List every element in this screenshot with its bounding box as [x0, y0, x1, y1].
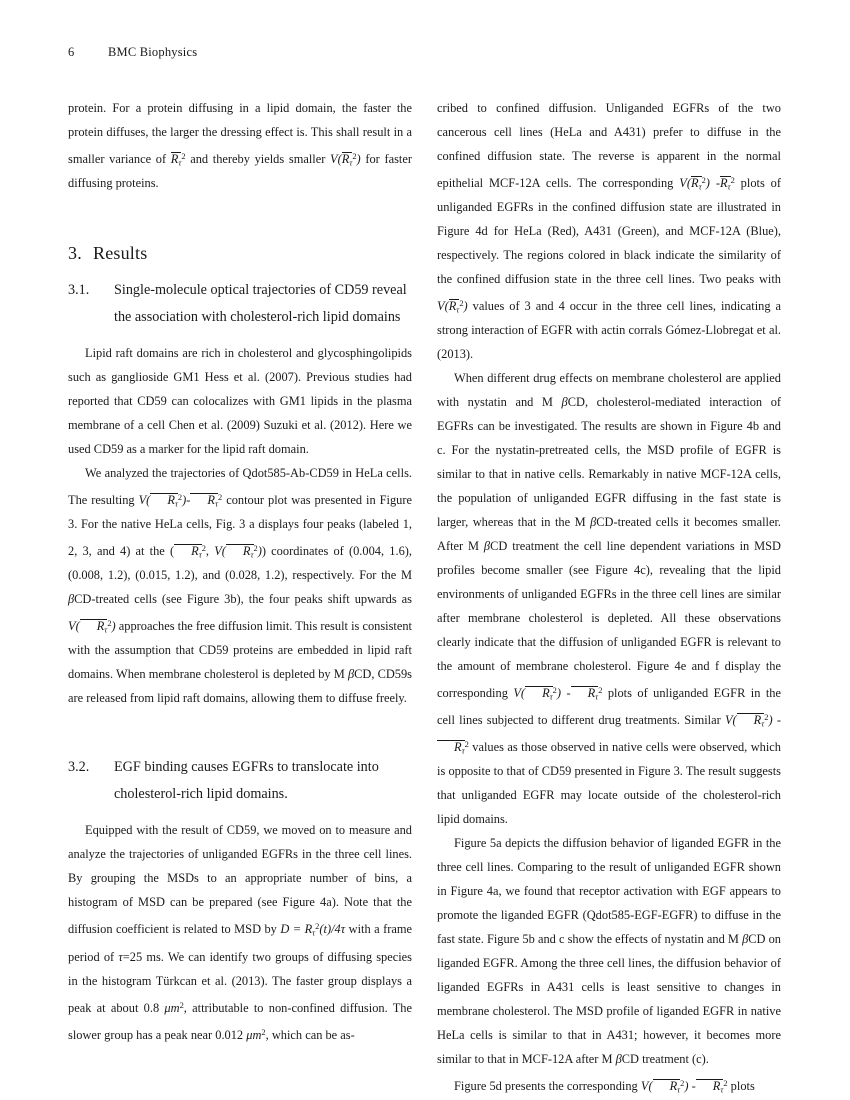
math-V-Rt2-bar: V( $R_\tau^2$) [724, 712, 773, 729]
subsection-number: 3.2. [68, 759, 90, 776]
paragraph-cribed-confined [437, 96, 781, 366]
journal-title: BMC Biophysics [108, 45, 198, 59]
spacer [68, 265, 412, 277]
math-diffusion-formula: $D = R_\tau^2(t)/4\tau$ [280, 921, 346, 938]
math-Rt2-bar: $R_\tau^2$ [571, 686, 603, 700]
spacer [68, 710, 412, 754]
left-column [68, 96, 412, 1098]
subsection-heading-3-2 [68, 754, 412, 808]
text-run: protein. For a protein diffusing in a lipid domain, the faster the protein diffuses, the larger the dressing effect is. This shall result in a smaller variance of [68, 101, 412, 167]
math-micron-squared: $\mu m^2$ [246, 1026, 266, 1042]
math-Rt2-bar: $R_\tau^2$ [696, 1079, 728, 1093]
text-run: - [186, 493, 191, 508]
running-head [68, 44, 782, 60]
text-run: treatment (c). [639, 1052, 709, 1067]
spacer [68, 808, 412, 818]
paragraph-trajectories [68, 461, 412, 710]
math-beta-cd: βCD [561, 395, 585, 410]
subsection-title: Single-molecule optical trajectories of CD59 reveal the association with cholesterol-rich lipid domains [114, 282, 407, 326]
subsection-number: 3.1. [68, 282, 90, 299]
text-run: approaches the free diffusion limit. This result is consistent with the assumption that CD59 proteins are embedded in lipid raft domains. When membrane cholesterol is depleted by M [68, 619, 412, 682]
paragraph-drug-effects [437, 366, 781, 831]
text-run: , which can be as- [265, 1027, 355, 1042]
text-run: values as those observed in native cells were observed, which is opposite to that of CD59 presented in Figure 3. The result suggests that unliganded EGFR may locate outside of the cholesterol-rich lipid domains. [437, 740, 781, 827]
text-run: plots of unliganded EGFRs in the confined diffusion state are illustrated in Figure 4d for HeLa (Red), A431 (Green), and MCF-12A (Blue), respectively. The regions colored in black indicate the similarity of the confined diffusion state in the three cell lines. Two peaks with [437, 176, 781, 287]
text-run: When different drug effects on membrane cholesterol are applied with nystatin and M [437, 371, 781, 410]
math-beta-cd: βCD [68, 592, 92, 607]
text-run: - [772, 713, 781, 728]
paragraph-lipid-raft: Lipid raft domains are rich in cholesterol and glycosphingolipids such as ganglioside GM1 Hess et al. (2007). Previous studies had reported that CD59 can colocalizes with GM1 lipids in the plasma membrane of a cell Chen et al. (2009) Suzuki et al. (2012). Here we used CD59 as a marker for the lipid raft domain. [68, 346, 412, 457]
text-run: -treated cells it becomes smaller. After M [437, 515, 781, 554]
section-heading-results [68, 241, 412, 265]
text-run: on liganded EGFR. Among the three cell lines, the diffusion behavior of liganded EGFRs in A431 cells is least sensitive to changes in membrane cholesterol. The MSD profile of liganded EGFR in native HeLa cells is similar to that in A431; however, it becomes more similar to that in MCF-12A after M [437, 932, 781, 1067]
text-run: , cholesterol-mediated interaction of EGFRs can be investigated. The results are shown in Figure 4b and c. For the nystatin-pretreated cells, the MSD profile of EGFR is similar to that in native cells. Remarkably in native MCF-12A cells, the population of unliganded EGFR diffusing in the fast state is larger, whereas that in the M [437, 395, 782, 530]
text-run: We analyzed the trajectories of Qdot585-Ab-CD59 in HeLa cells. The resulting [68, 466, 412, 508]
math-V-Rt2-bar: V( $R_\tau^2$) [640, 1078, 689, 1095]
paragraph-equipped [68, 818, 412, 1047]
text-run: and thereby yields smaller [185, 152, 331, 167]
math-micron-squared: $\mu m^2$ [164, 999, 184, 1015]
two-column-body [68, 96, 782, 1098]
subsection-title: EGF binding causes EGFRs to translocate into cholesterol-rich lipid domains. [114, 759, 379, 803]
text-run: , attributable to non-confined diffusion. The slower group has a peak near 0.012 [68, 1000, 412, 1042]
math-beta-cd: βCD [742, 932, 766, 947]
paragraph-figure5a [437, 831, 781, 1071]
math-Rt2-bar: $R_\tau^2$ [174, 544, 206, 558]
section-number: 3. [68, 243, 82, 264]
text-run: Figure 5d presents the corresponding [454, 1079, 641, 1094]
text-run: plots [727, 1079, 755, 1094]
math-beta-cd: βCD [483, 539, 508, 554]
paragraph-protein-continued [68, 96, 412, 195]
math-V-Rt2-bar: $V(R_\tau^2)$ [330, 151, 361, 168]
math-V-Rt2-bar: $V(R_\tau^2)$ [437, 298, 468, 315]
math-Rt2-bar: $R_\tau^2$ [170, 151, 186, 168]
math-Rt2-bar: $R_\tau^2$ [190, 493, 222, 507]
text-run: Equipped with the result of CD59, we moved on to measure and analyze the trajectories of unliganded EGFRs in the three cell lines. By grouping the MSDs to an appropriate number of bins, a histogram of MSD can be prepared (see Figure 4a). Note that the diffusion coefficient is related to MSD by [68, 823, 412, 937]
text-run: , CD59s are released from lipid raft domains, allowing them to diffuse freely. [68, 667, 412, 706]
text-run: with a frame period of [68, 922, 412, 964]
subsection-heading-3-1 [68, 277, 412, 331]
math-V-Rt2-bar: V( $R_\tau^2$) [68, 618, 116, 635]
text-run: - [688, 1079, 696, 1094]
spacer [68, 195, 412, 241]
text-run: values of 3 and 4 occur in the three cell lines, indicating a strong interaction of EGFR with actin corrals Gómez-Llobregat et al. (2013). [437, 299, 781, 362]
text-run: ) coordinates of (0.004, 1.6), (0.008, 1.2), (0.015, 1.2), and (0.028, 1.2), respectively. For the M [68, 544, 412, 583]
section-title: Results [93, 243, 148, 264]
text-run: - [561, 686, 571, 701]
text-run: contour plot was presented in Figure 3. For the native HeLa cells, Fig. 3 a displays four peaks (labeled 1, 2, 3, and 4) at the ( [68, 493, 412, 559]
right-column [437, 96, 781, 1098]
page-number: 6 [68, 45, 75, 59]
paragraph-figure5d [437, 1071, 781, 1098]
math-frame-period: τ=25 ms. [118, 949, 164, 964]
math-beta-cd: βCD [347, 667, 372, 682]
math-V-Rt2-bar: $V(R_\tau^2)$ [679, 175, 710, 192]
text-run: Figure 5a depicts the diffusion behavior of liganded EGFR in the three cell lines. Comparing to the result of unliganded EGFR shown in Figure 4a, we found that receptor activation with EGF appears to promote the liganded EGFR (Qdot585-EGF-EGFR) to diffuse in the fast state. Figure 5b and c show the effects of nystatin and M [437, 836, 781, 947]
math-beta-cd: βCD [590, 515, 614, 530]
math-V-Rt2-bar: V( $R_\tau^2$) [513, 685, 562, 702]
text-run: cribed to confined diffusion. Unliganded EGFRs of the two cancerous cell lines (HeLa and A431) prefer to diffuse in the confined diffusion state. The reverse is apparent in the normal epithelial MCF-12A cells. The corresponding [437, 101, 781, 191]
math-Rt2-bar: $R_\tau^2$ [719, 175, 735, 192]
text-run: -treated cells (see Figure 3b), the four peaks shift upwards as [91, 592, 412, 607]
math-beta-cd: βCD [615, 1052, 640, 1067]
math-V-Rt2-bar: V( $R_\tau^2$) [214, 543, 262, 560]
text-run: - [709, 176, 720, 191]
text-run: for faster diffusing proteins. [68, 152, 412, 191]
spacer [68, 331, 412, 341]
text-run: , [205, 544, 215, 559]
text-run: treatment the cell line dependent variations in MSD profiles become smaller (see Figure 4c), revealing that the lipid environments of unliganded EGFRs in the three cell lines are similar after membrane cholesterol is depleted. All these observations clearly indicate that the diffusion of unliganded EGFR is relevant to the amount of membrane cholesterol. Figure 4e and f display the corresponding [437, 539, 781, 701]
text-run: We can identify two groups of diffusing species in the histogram Türkcan et al. (2013). The faster group displays a peak at about 0.8 [68, 949, 412, 1015]
text-run: plots of unliganded EGFR in the cell lines subjected to different drug treatments. Similar [437, 686, 782, 728]
math-Rt2-bar: $R_\tau^2$ [437, 740, 469, 754]
math-V-Rt2-bar: V( $R_\tau^2$) [138, 492, 187, 509]
